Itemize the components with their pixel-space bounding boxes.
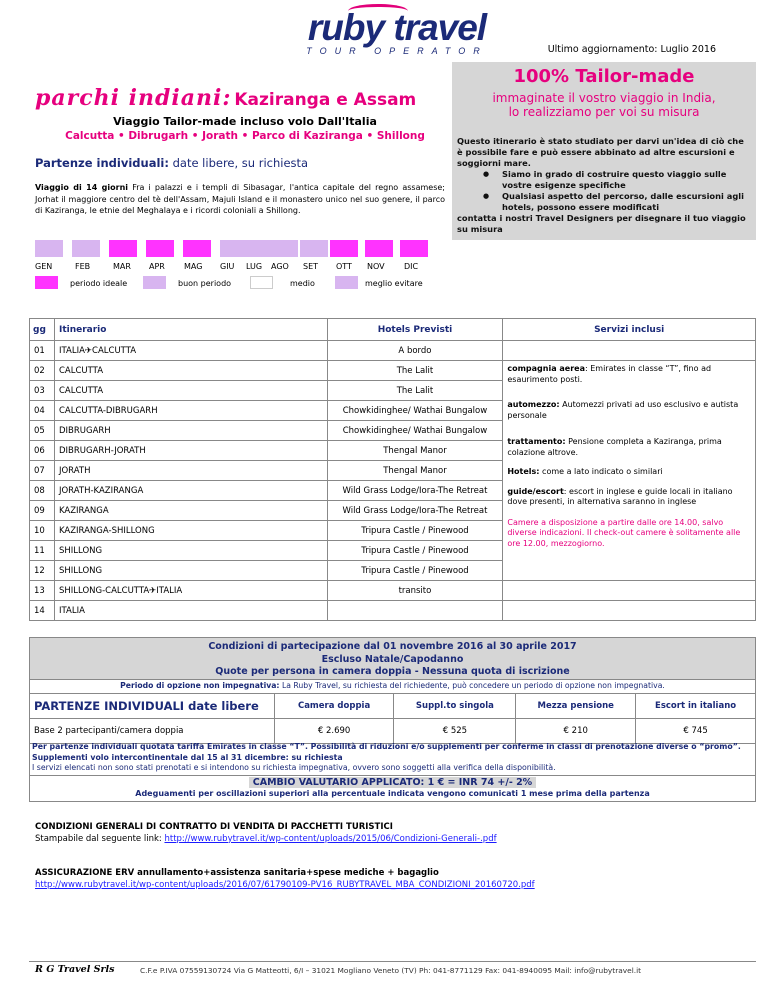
service-airline [507, 364, 751, 385]
legend-swatch [143, 276, 166, 289]
service-vehicle-text: Automezzi privati ad uso esclusivo e autista personale [507, 400, 739, 420]
service-board-text: Pensione completa a Kaziranga, prima colazione altrove. [507, 437, 722, 457]
month-box-nov [365, 240, 393, 257]
footer-info: C.F.e P.IVA 07559130724 Via G Matteotti, 6/I – 31021 Mogliano Veneto (TV) Ph: 041-8771129 Fax: 041-8940095 Mail: info@rubytravel.it [140, 966, 642, 975]
month-label: MAR [113, 262, 131, 271]
hotel-cell: The Lalit [327, 361, 503, 381]
services-empty-cell [503, 341, 756, 361]
price-header: Mezza pensione [516, 694, 636, 719]
departures-label: Partenze individuali: [35, 156, 169, 170]
price-notes [29, 742, 756, 776]
day-cell: 14 [30, 601, 55, 621]
printable-label: Stampabile dal seguente link: [35, 833, 165, 844]
month-box-lug [245, 240, 273, 257]
month-box-mag [183, 240, 211, 257]
legend-label: buon periodo [178, 279, 232, 288]
tailor-bullet: ● Qualsiasi aspetto del percorso, dalle escursioni agli hotels, possono essere modificati [457, 191, 752, 213]
hotel-cell: Tripura Castle / Pinewood [327, 541, 503, 561]
service-vehicle-label: automezzo: [507, 400, 560, 409]
price-header: Camera doppia [274, 694, 394, 719]
departures-text: date libere, su richiesta [168, 156, 309, 170]
option-text: La Ruby Travel, su richiesta del richiedente, può concedere un periodo di opzione non impegnativa. [279, 681, 665, 690]
page-title [35, 85, 416, 111]
month-box-feb [72, 240, 100, 257]
month-label: FEB [75, 262, 91, 271]
day-cell: 08 [30, 481, 55, 501]
general-conditions-link-line [35, 834, 497, 846]
itinerary-cell: ITALIA✈CALCUTTA [54, 341, 327, 361]
service-guides-label: guide/escort [507, 486, 564, 496]
insurance [35, 868, 535, 891]
month-label: SET [303, 262, 319, 271]
conditions-line: Escluso Natale/Capodanno [321, 653, 464, 665]
hotel-cell: Chowkidinghee/ Wathai Bungalow [327, 421, 503, 441]
hotel-cell: transito [327, 581, 503, 601]
day-cell: 05 [30, 421, 55, 441]
page-subtitle: Viaggio Tailor-made incluso volo Dall'Italia [113, 115, 377, 128]
legend-label: meglio evitare [365, 279, 423, 288]
month-label: APR [149, 262, 165, 271]
option-period [29, 680, 756, 693]
conditions-line: Condizioni di partecipazione dal 01 novembre 2016 al 30 aprile 2017 [208, 641, 577, 652]
company-logo [298, 8, 496, 58]
service-guides-text: : escort in inglese e guide locali in italiano dove presenti, in alternativa saranno in inglese [507, 486, 733, 506]
hotel-cell: Tripura Castle / Pinewood [327, 521, 503, 541]
month-box-apr [146, 240, 174, 257]
conditions-link[interactable]: http://www.rubytravel.it/wp-content/uploads/2015/06/Condizioni-Generali-.pdf [164, 833, 497, 844]
option-label: Periodo di opzione non impegnativa: [120, 681, 280, 690]
month-box-ott [330, 240, 358, 257]
last-updated: Ultimo aggiornamento: Luglio 2016 [547, 44, 716, 55]
itinerary-cell: JORATH-KAZIRANGA [54, 481, 327, 501]
month-label: OTT [336, 262, 352, 271]
services-cell [503, 361, 756, 581]
day-cell: 02 [30, 361, 55, 381]
hotel-cell: The Lalit [327, 381, 503, 401]
departures [35, 156, 308, 170]
exchange-rate-note: Adeguamenti per oscillazioni superiori alla percentuale indicata vengono comunicati 1 mese prima della partenza [135, 789, 650, 798]
header-services: Servizi inclusi [503, 319, 756, 341]
month-label: MAG [184, 262, 203, 271]
note-line: Per partenze individuali quotata tariffa Emirates in classe “T”. Possibilità di riduzioni e/o supplementi per conferme in classi di prenotazione diverse o “promo”. Supplementi volo intercontinentale dal 15 al 31 dicembre: su richiesta [32, 742, 741, 762]
route: Calcutta • Dibrugarh • Jorath • Parco di Kaziranga • Shillong [65, 130, 425, 142]
desc-bold: Viaggio di 14 giorni [35, 183, 129, 192]
price-row-label: Base 2 partecipanti/camera doppia [30, 719, 275, 744]
itinerary-cell: SHILLONG [54, 541, 327, 561]
table-row [30, 581, 756, 601]
title-main: Kaziranga e Assam [234, 90, 417, 110]
tailor-made-body [457, 136, 752, 235]
itinerary-cell: SHILLONG-CALCUTTA✈ITALIA [54, 581, 327, 601]
general-conditions [35, 822, 497, 845]
conditions-box [29, 637, 756, 680]
tailor-sub-line1: immaginate il vostro viaggio in India, [492, 91, 716, 105]
hotel-cell: Thengal Manor [327, 461, 503, 481]
exchange-rate [29, 776, 756, 802]
month-box-giu [220, 240, 248, 257]
itinerary-cell: CALCUTTA-DIBRUGARH [54, 401, 327, 421]
general-conditions-title: CONDIZIONI GENERALI DI CONTRATTO DI VENDITA DI PACCHETTI TURISTICI [35, 822, 393, 832]
logo-brand: ruby travel [307, 7, 487, 48]
month-label: GIU [220, 262, 235, 271]
month-label: NOV [367, 262, 385, 271]
tailor-made-title: 100% Tailor-made [513, 66, 695, 87]
hotel-cell: Chowkidinghee/ Wathai Bungalow [327, 401, 503, 421]
itinerary-cell: CALCUTTA [54, 381, 327, 401]
prices-table [29, 693, 756, 744]
service-vehicle [507, 400, 751, 421]
day-cell: 01 [30, 341, 55, 361]
hotel-cell: Wild Grass Lodge/Iora-The Retreat [327, 501, 503, 521]
service-hotels [507, 467, 751, 478]
service-board-label: trattamento: [507, 437, 566, 446]
itinerary-header-row [30, 319, 756, 341]
tailor-sub-line2: lo realizziamo per voi su misura [508, 105, 700, 119]
itinerary-cell: ITALIA [54, 601, 327, 621]
price-value: € 525 [394, 719, 516, 744]
tailor-bullet: ● Siamo in grado di costruire questo viaggio sulle vostre esigenze specifiche [457, 169, 752, 191]
month-box-dic [400, 240, 428, 257]
day-cell: 12 [30, 561, 55, 581]
day-cell: 13 [30, 581, 55, 601]
footer-divider [29, 961, 756, 962]
desc-text: Fra i palazzi e i templi di Sibasagar, l'antica capitale del regno assamese; Jorhat il maggiore centro del tè dell'Assam, Majuli Island e il monastero unico nel suo genere, il parco di Kaziranga, le etnie del Meghalaya e i ricordi coloniali a Shillong. [35, 183, 446, 215]
price-value: € 745 [636, 719, 756, 744]
price-value: € 2.690 [274, 719, 394, 744]
note-line: I servizi elencati non sono stati prenotati e si intendono su richiesta impegnativa, ovvero sono soggetti alla verifica della disponibilità. [32, 763, 556, 772]
legend-swatch [250, 276, 273, 289]
itinerary-cell: KAZIRANGA [54, 501, 327, 521]
itinerary-cell: JORATH [54, 461, 327, 481]
logo-subtitle: TOUR OPERATOR [306, 46, 488, 56]
itinerary-table [29, 318, 756, 621]
hotel-cell: Thengal Manor [327, 441, 503, 461]
service-board [507, 437, 751, 458]
day-cell: 06 [30, 441, 55, 461]
service-rooms: Camere a disposizione a partire dalle ore 14.00, salvo diverse indicazioni. Il check-out camere è solitamente alle ore 12.00, mezzogiorno. [507, 517, 741, 548]
day-cell: 10 [30, 521, 55, 541]
prices-header-row [30, 694, 756, 719]
price-header: Suppl.to singola [394, 694, 516, 719]
itinerary-cell: DIBRUGARH-JORATH [54, 441, 327, 461]
service-hotels-label: Hotels: [507, 467, 540, 476]
trip-description [35, 182, 445, 217]
insurance-link[interactable]: http://www.rubytravel.it/wp-content/uploads/2016/07/61790109-PV16_RUBYTRAVEL_MBA_CONDIZIONI_20160720.pdf [35, 879, 535, 890]
tailor-intro: Questo itinerario è stato studiato per darvi un'idea di ciò che è possibile fare e può essere abbinato ad altre escursioni e soggiorni mare. [457, 136, 744, 168]
month-box-set [300, 240, 328, 257]
hotel-cell: A bordo [327, 341, 503, 361]
conditions-line: Quote per persona in camera doppia - Nessuna quota di iscrizione [215, 666, 570, 677]
month-box-mar [109, 240, 137, 257]
legend-label: medio [290, 279, 315, 288]
service-airline-text: : Emirates in classe “T”, fino ad esaurimento posti. [507, 364, 712, 384]
month-label: AGO [271, 262, 289, 271]
tailor-made-subtitle [452, 91, 756, 119]
hotel-cell: Wild Grass Lodge/Iora-The Retreat [327, 481, 503, 501]
month-label: DIC [404, 262, 419, 271]
insurance-title: ASSICURAZIONE ERV annullamento+assistenza sanitaria+spese mediche + bagaglio [35, 868, 439, 878]
itinerary-cell: KAZIRANGA-SHILLONG [54, 521, 327, 541]
legend-swatch [35, 276, 58, 289]
hotel-cell: Tripura Castle / Pinewood [327, 561, 503, 581]
legend-label: periodo ideale [70, 279, 128, 288]
day-cell: 07 [30, 461, 55, 481]
legend-swatch [335, 276, 358, 289]
day-cell: 11 [30, 541, 55, 561]
header-gg: gg [30, 319, 55, 341]
service-hotels-text: come a lato indicato o similari [539, 467, 663, 476]
itinerary-cell: SHILLONG [54, 561, 327, 581]
services-empty-cell [503, 581, 756, 601]
day-cell: 09 [30, 501, 55, 521]
table-row [30, 361, 756, 381]
header-itinerary: Itinerario [54, 319, 327, 341]
service-guides [507, 487, 751, 508]
day-cell: 03 [30, 381, 55, 401]
exchange-rate-label: CAMBIO VALUTARIO APPLICATO: 1 € = INR 74 +/- 2% [249, 777, 536, 788]
month-label: LUG [246, 262, 263, 271]
month-box-ago [270, 240, 298, 257]
month-label: GEN [35, 262, 53, 271]
header-hotels: Hotels Previsti [327, 319, 503, 341]
insurance-link-line [35, 880, 535, 892]
day-cell: 04 [30, 401, 55, 421]
itinerary-cell: DIBRUGARH [54, 421, 327, 441]
table-row [30, 601, 756, 621]
month-box-gen [35, 240, 63, 257]
price-value: € 210 [516, 719, 636, 744]
tailor-made-box [452, 62, 756, 240]
logo-swoosh [348, 4, 408, 18]
tailor-outro: contatta i nostri Travel Designers per disegnare il tuo viaggio su misura [457, 213, 746, 234]
hotel-cell [327, 601, 503, 621]
price-header: Escort in italiano [636, 694, 756, 719]
itinerary-cell: CALCUTTA [54, 361, 327, 381]
footer-company: R G Travel Srls [35, 964, 115, 975]
prices-title: PARTENZE INDIVIDUALI date libere [30, 694, 275, 719]
prices-row [30, 719, 756, 744]
services-empty-cell [503, 601, 756, 621]
service-airline-label: compagnia aerea [507, 364, 585, 373]
table-row [30, 341, 756, 361]
tailor-bullets [457, 169, 752, 213]
title-script: parchi indiani: [35, 85, 232, 111]
